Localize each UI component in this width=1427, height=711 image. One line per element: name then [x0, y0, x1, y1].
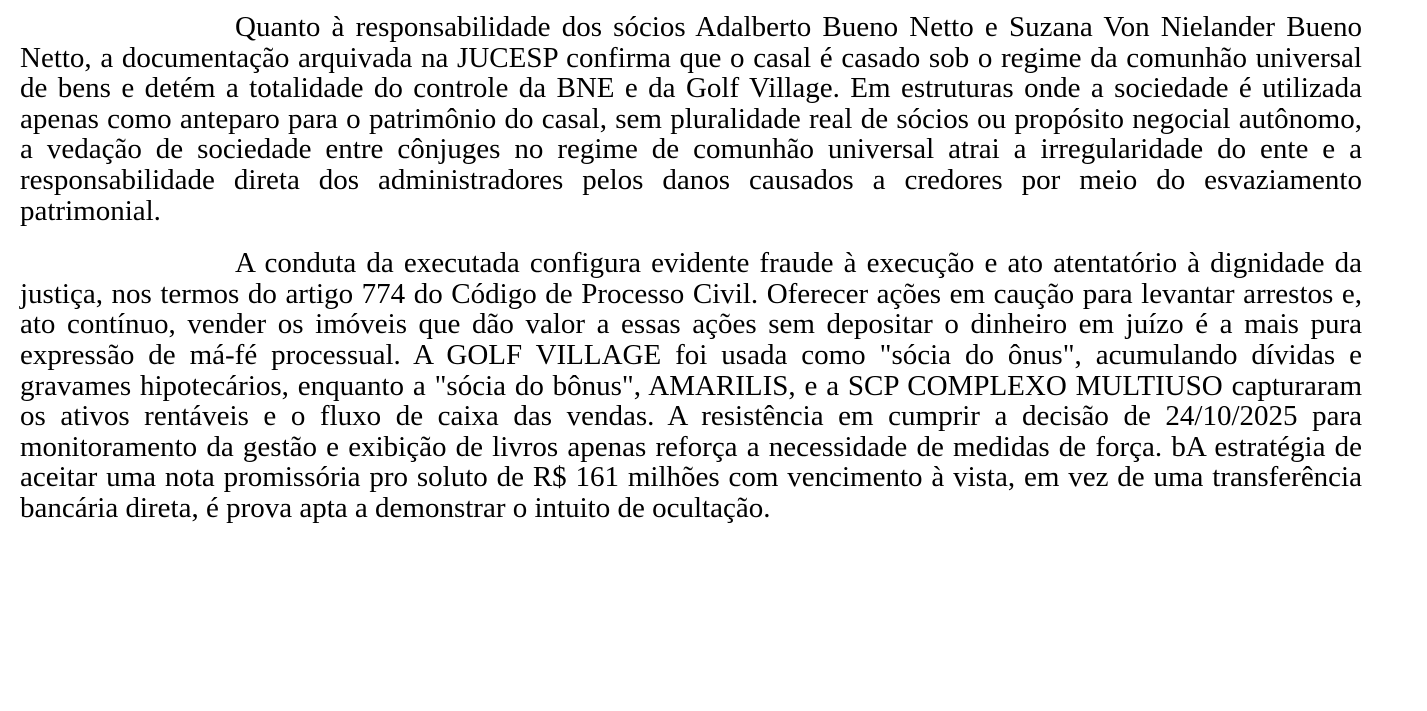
document-body — [20, 12, 1362, 524]
paragraph-execution-fraud: A conduta da executada configura evidente fraude à execução e ato atentatório à dignidade da justiça, nos termos do artigo 774 do Código de Processo Civil. Oferecer ações em caução para levantar arrestos e, ato contínuo, vender os imóveis que dão valor a essas ações sem depositar o dinheiro em juízo é a mais pura expressão de má-fé processual. A GOLF VILLAGE foi usada como "sócia do ônus", acumulando dívidas e gravames hipotecários, enquanto a "sócia do bônus", AMARILIS, e a SCP COMPLEXO MULTIUSO capturaram os ativos rentáveis e o fluxo de caixa das vendas. A resistência em cumprir a decisão de 24/10/2025 para monitoramento da gestão e exibição de livros apenas reforça a necessidade de medidas de força. bA estratégia de aceitar uma nota promissória pro soluto de R$ 161 milhões com vencimento à vista, em vez de uma transferência bancária direta, é prova apta a demonstrar o intuito de ocultação. — [20, 247, 1362, 524]
paragraph-shareholder-liability: Quanto à responsabilidade dos sócios Adalberto Bueno Netto e Suzana Von Nielander Bueno Netto, a documentação arquivada na JUCESP confirma que o casal é casado sob o regime da comunhão universal de bens e detém a totalidade do controle da BNE e da Golf Village. Em estruturas onde a sociedade é utilizada apenas como anteparo para o patrimônio do casal, sem pluralidade real de sócios ou propósito negocial autônomo, a vedação de sociedade entre cônjuges no regime de comunhão universal atrai a irregularidade do ente e a responsabilidade direta dos administradores pelos danos causados a credores por meio do esvaziamento patrimonial. — [20, 11, 1362, 227]
